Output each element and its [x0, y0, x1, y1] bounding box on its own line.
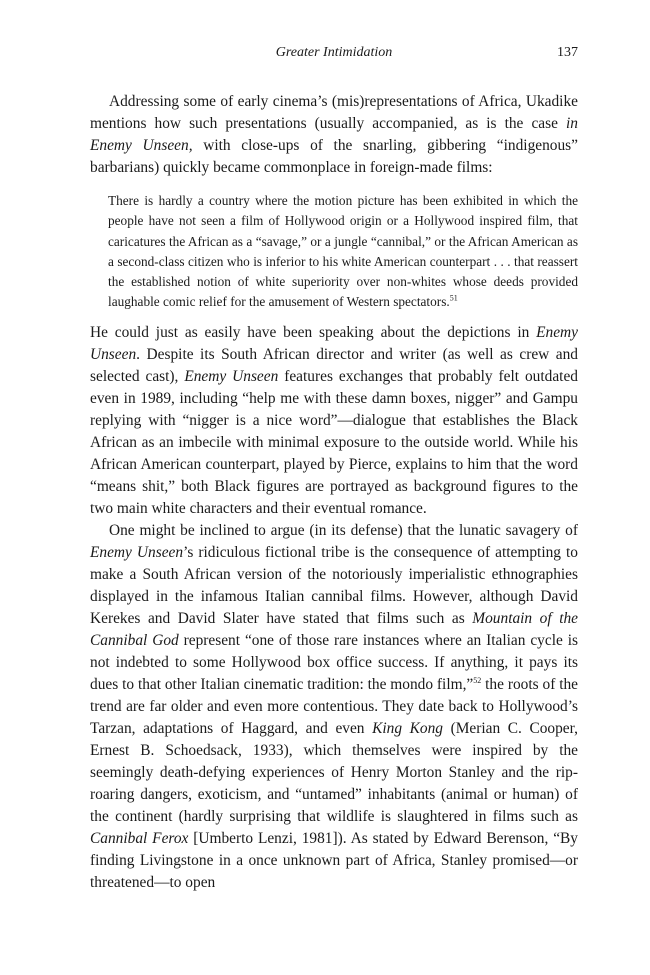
text-run: (Merian C. Cooper, Ernest B. Schoedsack, 1933), which themselves were inspired by the seemingly death-defying experiences of Henry Morton Stanley and the rip-roaring dangers, exoticism, and “untamed” inhabitants (animal or human) of the continent (hardly surprising that wildlife is slaughtered in films such as — [90, 719, 578, 825]
text-run: . Despite its South African director and writer (as well as crew and selected cast), — [90, 345, 578, 385]
film-title-italic: Enemy Unseen — [90, 323, 578, 363]
page-header — [90, 45, 578, 65]
footnote-marker: 52 — [473, 675, 482, 685]
text-run: ’s ridiculous fictional tribe is the consequence of attempting to make a South African version of the notoriously imperialistic ethnographies displayed in the infamous Italian cannibal films. However, although David Kerekes and David Slater have stated that films such as — [90, 543, 578, 627]
film-title-italic: Enemy Unseen — [184, 367, 279, 385]
film-title-italic: Mountain of the Cannibal God — [90, 609, 578, 649]
page-body — [90, 91, 578, 894]
text-run: features exchanges that probably felt outdated even in 1989, including “help me with these damn boxes, nigger” and Gampu replying with “nigger is a nice word”—dialogue that establishes the Black African as an imbecile with minimal exposure to the outside world. While his African American counterpart, played by Pierce, explains to him that the word “means shit,” both Black figures are portrayed as background figures to the two main white characters and their eventual romance. — [90, 367, 578, 517]
text-run: with close-ups of the snarling, gibbering “indigenous” barbarians) quickly became commonplace in foreign-made films: — [90, 137, 579, 176]
paragraph-depictions — [90, 322, 578, 520]
page-number: 137 — [557, 45, 578, 60]
text-run: Addressing some of early cinema’s (mis)representations of Africa, Ukadike mentions how such presentations (usually accompanied, as is the case — [90, 93, 578, 132]
text-run: represent “one of those rare instances where an Italian cycle is not indebted to some Hollywood box office success. If anything, it pays its dues to that other Italian cinematic tradition: the mondo film,” — [90, 631, 578, 693]
text-run: He could just as easily have been speaking about the depictions in — [90, 323, 537, 341]
text-run: [Umberto Lenzi, 1981]). As stated by Edward Berenson, “By finding Livingstone in a once unknown part of Africa, Stanley promised—or threatened—to open — [90, 829, 578, 891]
paragraph-intro — [90, 91, 578, 179]
paragraph-savagery — [90, 520, 578, 894]
quote-text: There is hardly a country where the motion picture has been exhibited in which the people have not seen a film of Hollywood origin or a Hollywood inspired film, that caricatures the African as a “savage,” or a jungle “cannibal,” or the African American as a second-class citizen who is inferior to his white American counterpart . . . that reassert the established notion of white superiority over non-whites whose deeds provided laughable comic relief for the amusement of Western spectators. — [108, 193, 578, 310]
film-title-italic: Cannibal Ferox — [90, 829, 189, 847]
running-title: Greater Intimidation — [275, 45, 393, 60]
footnote-marker: 51 — [449, 294, 458, 304]
block-quote — [108, 191, 578, 313]
film-title-italic: Enemy Unseen — [90, 543, 184, 561]
film-title-italic: King Kong — [372, 719, 443, 737]
film-title-italic: in Enemy Unseen, — [90, 115, 578, 154]
text-run: the roots of the trend are far older and even more contentious. They date back to Hollywood’s Tarzan, adaptations of Haggard, and even — [90, 675, 578, 737]
text-run: One might be inclined to argue (in its defense) that the lunatic savagery of — [109, 521, 578, 539]
